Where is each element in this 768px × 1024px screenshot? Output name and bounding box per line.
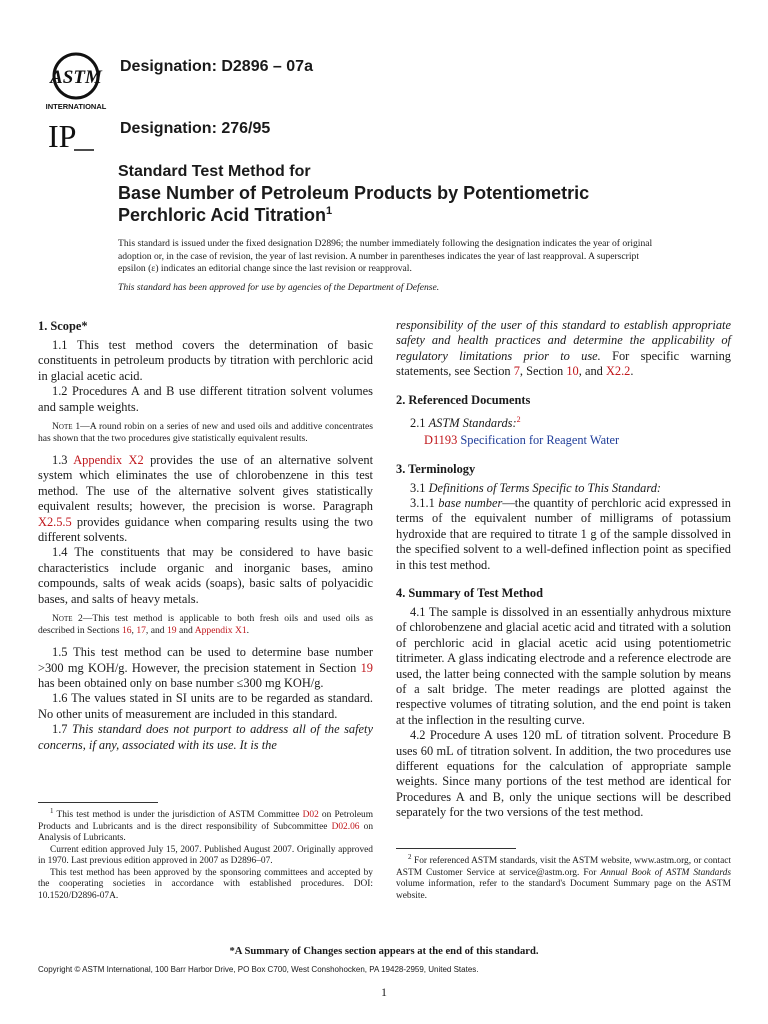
link-committee-d02[interactable]: D02 <box>302 810 319 821</box>
footnote-1-end: on Analysis of Lubricants. <box>38 821 373 844</box>
title-line-1: Standard Test Method for <box>118 163 311 180</box>
note-2-text: 2—This test method is applicable to both fresh oils and used oils as described in Sections <box>38 613 373 637</box>
paragraph-2-1-num: 2.1 <box>410 415 429 430</box>
right-column <box>396 318 731 821</box>
footnote-1-approval: This test method has been approved by the sponsoring committees and accepted by the cooperating societies in accordance with established procedures. DOI: 10.1520/D2896-07A. <box>38 867 373 901</box>
section-heading-scope: 1. Scope* <box>38 319 88 333</box>
footnote-divider <box>396 848 516 849</box>
link-d1193[interactable]: D1193 <box>424 433 458 448</box>
astm-logo-subtext: INTERNATIONAL <box>45 102 107 111</box>
link-x2-2[interactable]: X2.2 <box>605 364 631 379</box>
paragraph-1-3 <box>38 453 373 545</box>
footnote-2-marker: 2 <box>408 853 412 861</box>
warning-end: . <box>630 364 634 379</box>
paragraph-1-2: 1.2 Procedures A and B use different titration solvent volumes and sample weights. <box>38 384 373 414</box>
link-appendix-x1[interactable]: Appendix X1 <box>194 625 247 637</box>
left-column <box>38 318 373 753</box>
link-x2-5-5[interactable]: X2.5.5 <box>38 514 72 529</box>
astm-standards-label: ASTM Standards: <box>428 415 517 430</box>
warning-sep: , Section <box>519 364 567 379</box>
footnotes-left <box>38 806 373 902</box>
footnote-1-edition: Current edition approved July 15, 2007. Published August 2007. Originally approved in 1970. Last previous edition approved in 2007 as D2896–07. <box>38 844 373 867</box>
referenced-standard <box>396 433 731 448</box>
copyright-notice: Copyright © ASTM International, 100 Barr Harbor Drive, PO Box C700, West Conshohocken, PA 19428-2959, United States. <box>38 965 479 974</box>
warning-text: For specific warning statements, see Section <box>396 348 732 379</box>
paragraph-3-1-1 <box>396 496 731 573</box>
link-section-7[interactable]: 7 <box>513 364 520 379</box>
paragraph-1-7-italic: This standard does not purport to address all of the safety concerns, if any, associated with its use. It is the <box>38 722 373 752</box>
base-number-definition: —the quantity of perchloric acid expressed in terms of the equivalent number of milligrams of potassium hydroxide that are required to titrate 1 g of the sample dissolved in the specified solvent to a well-defined inflection point as specified in this test method. <box>396 495 731 572</box>
footnote-2-end: volume information, refer to the standard's Document Summary page on the ASTM website. <box>396 879 731 901</box>
title-line-3-text: Perchloric Acid Titration <box>118 205 327 225</box>
paragraph-1-4: 1.4 The constituents that may be considered to have basic characteristics include organic and inorganic bases, amino compounds, salts of weak acids (soaps), basic salts of polyacidic bases, and salts of heavy metals. <box>38 545 373 606</box>
title-line-2: Base Number of Petroleum Products by Potentiometric <box>118 183 590 203</box>
section-heading-referenced-documents: 2. Referenced Documents <box>396 392 531 407</box>
section-heading-summary: 4. Summary of Test Method <box>396 586 543 600</box>
safety-italic-text: responsibility of the user of this standard to establish appropriate safety and health practices and determine the applicability of regulatory limitations prior to use. <box>396 318 731 363</box>
footnote-divider <box>38 802 158 803</box>
note-2-sep: , <box>131 625 137 637</box>
link-section-19[interactable]: 19 <box>166 625 177 637</box>
definitions-label: Definitions of Terms Specific to This Standard: <box>428 480 662 495</box>
ip-logo <box>46 118 96 154</box>
note-1-text: 1—A round robin on a series of new and used oils and additive concentrates has shown that the two procedures give statistically equivalent results. <box>38 421 373 445</box>
footnote-1-marker: 1 <box>50 807 54 815</box>
title-line-3 <box>118 204 678 226</box>
footnote-2-text: For referenced ASTM standards, visit the ASTM website, www.astm.org, or contact ASTM Customer Service at service@astm.org. For <box>396 856 731 878</box>
link-section-16[interactable]: 16 <box>121 625 132 637</box>
note-1 <box>38 421 373 445</box>
term-base-number: base number <box>438 495 503 510</box>
note-2-sep: and <box>176 625 195 637</box>
note-2-label: Note <box>52 613 73 625</box>
footnote-1 <box>38 806 373 845</box>
note-2 <box>38 613 373 637</box>
summary-of-changes-note: *A Summary of Changes section appears at the end of this standard. <box>229 946 539 957</box>
paragraph-1-1: 1.1 This test method covers the determination of basic constituents in petroleum products by titration with perchloric acid in glacial acetic acid. <box>38 338 373 383</box>
paragraph-1-7 <box>38 722 373 753</box>
ip-logo-text: IP <box>48 118 77 154</box>
link-section-10[interactable]: 10 <box>566 364 579 379</box>
paragraph-3-1-num: 3.1 <box>410 480 429 495</box>
issuance-text: This standard is issued under the fixed designation D2896; the number immediately following the designation indicates the year of original adoption or, in the case of revision, the year of last revision. A number in parentheses indicates the year of last reapproval. A superscript epsilon (ε) indicates an editorial change since the last revision or reapproval. <box>118 238 653 275</box>
paragraph-3-1 <box>396 481 731 496</box>
footnote-ref-2[interactable]: 2 <box>516 414 521 424</box>
annual-book-title: Annual Book of ASTM Standards <box>600 867 731 878</box>
paragraph-1-3-num: 1.3 <box>52 453 74 468</box>
paragraph-1-5-text: 1.5 This test method can be used to determine base number >300 mg KOH/g. However, the precision statement in Section <box>38 645 373 675</box>
paragraph-1-5-end: has been obtained only on base number ≤300 mg KOH/g. <box>38 675 324 690</box>
paragraph-1-7-num: 1.7 <box>52 722 73 737</box>
paragraph-1-6: 1.6 The values stated in SI units are to be regarded as standard. No other units of measurement are included in this standard. <box>38 691 373 721</box>
link-appendix-x2[interactable]: Appendix X2 <box>73 453 144 468</box>
note-2-end: . <box>246 625 250 637</box>
paragraph-4-1: 4.1 The sample is dissolved in an essentially anhydrous mixture of chlorobenzene and glacial acetic acid and titrated with a solution of perchloric acid in glacial acetic acid using potentiometric titrimeter. A glass indicating electrode and a reference electrode are used, the latter being connected with the sample solution by means of a salt bridge. The meter readings are plotted against the respective volumes of titrating solution, and the end point is taken at the inflection in the resulting curve. <box>396 605 731 727</box>
astm-international-logo <box>40 50 112 112</box>
paragraph-1-5 <box>38 645 373 691</box>
footnotes-right <box>396 852 731 902</box>
title-footnote-ref[interactable]: 1 <box>326 205 333 217</box>
paragraph-1-3-end: provides guidance when comparing results using the two different solvents. <box>38 514 373 545</box>
note-2-sep: , and <box>145 625 167 637</box>
footnote-1-text: on Petroleum Products and Lubricants and is the direct responsibility of Subcommittee <box>38 810 373 832</box>
footnote-2 <box>396 852 731 902</box>
paragraph-1-7-continued <box>396 318 731 380</box>
dod-approval-text: This standard has been approved for use by agencies of the Department of Defense. <box>118 281 440 293</box>
designation-astm: Designation: D2896 – 07a <box>120 58 313 75</box>
footnote-1-text: This test method is under the jurisdiction of ASTM Committee <box>53 810 303 821</box>
link-subcommittee-d02-06[interactable]: D02.06 <box>331 821 360 832</box>
section-heading-terminology: 3. Terminology <box>396 461 476 476</box>
issuance-statement <box>118 238 658 294</box>
page-number: 1 <box>381 985 387 999</box>
astm-logo-text: ASTM <box>50 67 102 88</box>
link-section-17[interactable]: 17 <box>136 625 146 637</box>
paragraph-4-2: 4.2 Procedure A uses 120 mL of titration solvent. Procedure B uses 60 mL of titration solvent. In addition, the two procedures use different equations for the calculation of appropriate sample weights. Since many portions of the test method are identical for Procedures A and B, only the unique sections will be described separately for the two versions of the test method. <box>396 728 731 820</box>
paragraph-3-1-1-num: 3.1.1 <box>410 495 439 510</box>
link-section-19[interactable]: 19 <box>360 660 373 675</box>
document-title <box>118 162 678 226</box>
paragraph-1-3-text: provides the use of an alternative solvent system which eliminates the use of chlorobenzene in this test method. The use of the alternative solvent gives statistically equivalent results; however, the precision is worse. Paragraph <box>38 453 374 514</box>
paragraph-2-1 <box>396 412 731 432</box>
note-1-label: Note <box>52 421 73 433</box>
designation-ip: Designation: 276/95 <box>120 120 271 137</box>
warning-sep: , and <box>578 364 606 379</box>
ref-title-reagent-water[interactable]: Specification for Reagent Water <box>460 433 620 448</box>
